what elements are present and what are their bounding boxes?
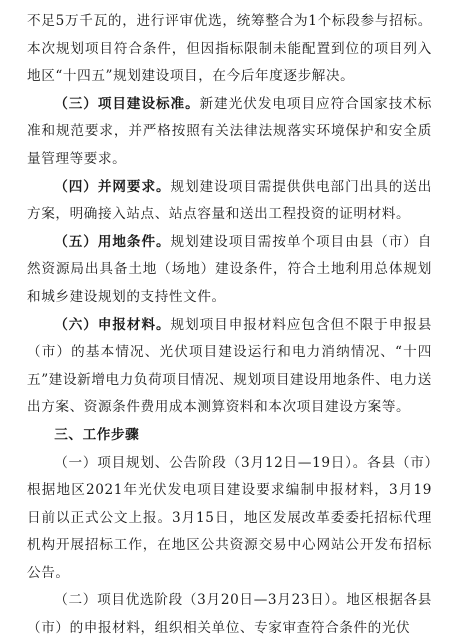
paragraph-text: 规划项目申报材料应包含但不限于申报县（市）的基本情况、光伏项目建设运行和电力消纳情况、“十四五”建设新增电力负荷项目情况、规划项目建设用地条件、电力送出方案、资源条件费用成本测算资料和本次项目建设方案等。 <box>27 316 432 416</box>
paragraph-text: 规划建设项目需按单个项目由县（市）自然资源局出具备土地（场地）建设条件，符合土地利用总体规划和城乡建设规划的支持性文件。 <box>27 233 432 305</box>
step-lead: （二）项目优选阶段（3月20日—3月23日）。 <box>54 592 347 609</box>
paragraph-step-planning <box>27 450 432 588</box>
paragraph-scale-limit <box>27 8 432 91</box>
paragraph-land-condition <box>27 229 432 312</box>
paragraph-lead: （三）项目建设标准。 <box>54 95 200 112</box>
step-text: 地区根据各县（市）的申报材料，组织相关单位、专家审查符合条件的光伏 <box>27 592 432 637</box>
paragraph-construction-standard <box>27 91 432 174</box>
paragraph-grid-requirement <box>27 174 432 229</box>
paragraph-step-selection <box>27 587 432 642</box>
paragraph-lead: （五）用地条件。 <box>54 233 171 250</box>
step-text: 各县（市）根据地区2021年光伏发电项目建设要求编制申报材料，3月19日前以正式公文上报。3月15日，地区发展改革委委托招标代理机构开展招标工作，在地区公共资源交易中心网站公开发布招标公告。 <box>27 454 433 581</box>
paragraph-text: 新建光伏发电项目应符合国家技术标准和规范要求，并严格按照有关法律法规落实环境保护和安全质量管理等要求。 <box>27 95 432 167</box>
paragraph-text: 规划建设项目需提供供电部门出具的送出方案，明确接入站点、站点容量和送出工程投资的证明材料。 <box>27 178 432 223</box>
paragraph-application-materials <box>27 312 432 422</box>
step-lead: （一）项目规划、公告阶段（3月12日—19日）。 <box>54 454 368 471</box>
paragraph-lead: （四）并网要求。 <box>54 178 171 195</box>
paragraph-text: 不足5万千瓦的，进行评审优选，统筹整合为1个标段参与招标。本次规划项目符合条件，但因指标限制未能配置到位的项目列入地区“十四五”规划建设项目，在今后年度逐步解决。 <box>27 13 432 85</box>
section-heading-work-steps: 三、工作步骤 <box>54 426 140 443</box>
paragraph-lead: （六）申报材料。 <box>54 316 171 333</box>
